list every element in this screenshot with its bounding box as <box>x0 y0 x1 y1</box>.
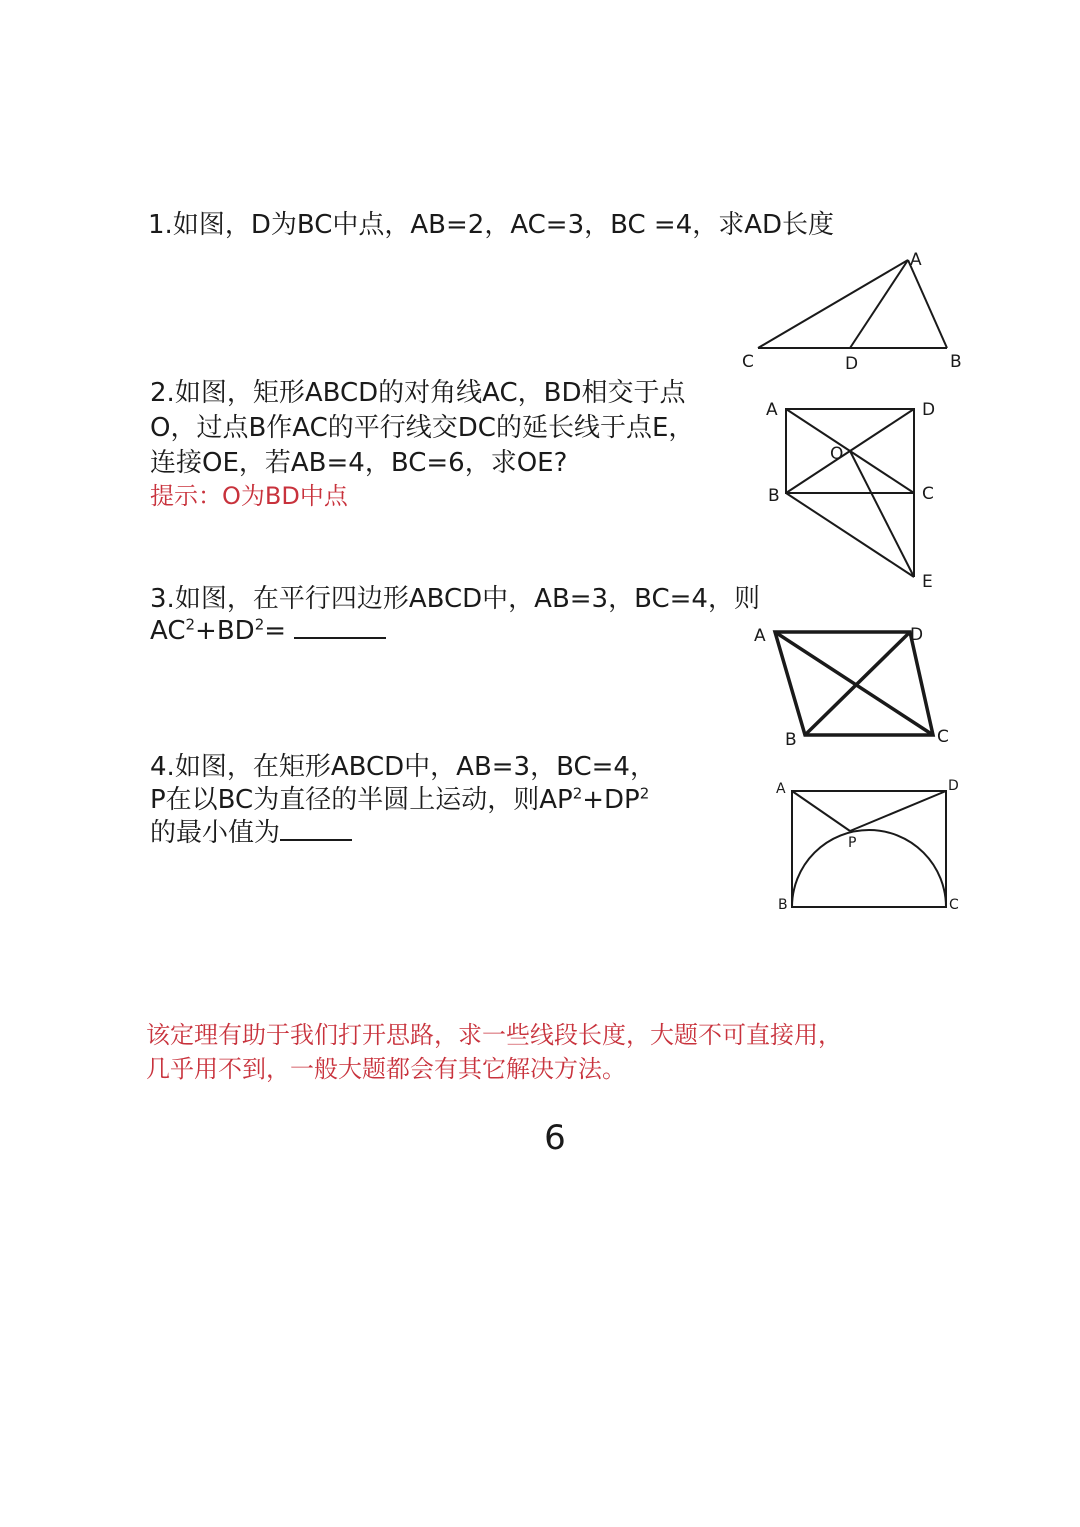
fig3-label-c: C <box>937 727 949 747</box>
fig3-label-d: D <box>910 625 924 645</box>
fig4-label-p: P <box>848 835 857 851</box>
fig4-label-a: A <box>776 781 786 797</box>
problem-1-number: 1. <box>148 210 173 240</box>
problem-4-text-3: 的最小值为 <box>150 818 281 848</box>
problem-1-figure <box>740 245 970 375</box>
fig1-label-a: A <box>910 250 922 270</box>
problem-2-text-1: 如图，矩形ABCD的对角线AC，BD相交于点 <box>174 378 686 408</box>
note-line-1: 该定理有助于我们打开思路，求一些线段长度，大题不可直接用， <box>146 1021 842 1049</box>
problem-2-line-2: O，过点B作AC的平行线交DC的延长线于点E， <box>150 413 695 443</box>
problem-4-sup-1: 2 <box>572 784 583 803</box>
problem-3-number: 3. <box>150 584 175 614</box>
problem-1-line-1: 如图，D为BC中点，AB=2，AC=3，BC =4，求AD长度 <box>172 210 835 240</box>
problem-1-text <box>148 208 834 242</box>
problem-3-sup-2: 2 <box>254 615 265 634</box>
fig2-label-b: B <box>768 486 780 506</box>
fig3-label-a: A <box>754 626 766 646</box>
problem-4-figure <box>770 775 970 915</box>
problem-3-expr-bd: +BD <box>195 616 255 646</box>
problem-3-figure <box>750 620 960 750</box>
fig2-label-e: E <box>922 572 933 592</box>
problem-2-figure <box>760 395 960 595</box>
fig2-label-d: D <box>922 400 936 420</box>
fig2-label-a: A <box>766 400 778 420</box>
fig2-label-o: O <box>830 444 844 464</box>
fig3-label-b: B <box>785 730 797 750</box>
problem-3-line-2 <box>150 614 386 648</box>
problem-3-text-1: 如图，在平行四边形ABCD中，AB=3，BC=4，则 <box>174 584 760 614</box>
problem-4-answer-blank[interactable] <box>280 817 352 841</box>
fig2-label-c: C <box>922 484 934 504</box>
fig1-label-d: D <box>845 354 859 374</box>
fig4-label-d: D <box>948 778 959 794</box>
problem-3-expr-eq: = <box>264 616 287 646</box>
note-line-2: 几乎用不到，一般大题都会有其它解决方法。 <box>146 1055 626 1083</box>
problem-3-line-1 <box>150 582 760 616</box>
problem-2-number: 2. <box>150 378 175 408</box>
problem-4-sup-2: 2 <box>639 784 650 803</box>
problem-4-line-3 <box>150 816 352 850</box>
problem-3-sup-1: 2 <box>185 615 196 634</box>
problem-4-number: 4. <box>150 752 175 782</box>
problem-4-line-1 <box>150 750 656 784</box>
fig4-label-b: B <box>778 897 788 913</box>
fig4-label-c: C <box>949 897 959 913</box>
page-number: 6 <box>544 1118 566 1158</box>
problem-2-line-1 <box>150 376 686 410</box>
problem-2-line-3: 连接OE，若AB=4，BC=6，求OE? <box>150 448 568 478</box>
problem-4-text-2: P在以BC为直径的半圆上运动，则AP <box>150 785 573 815</box>
problem-4-line-2 <box>150 783 649 817</box>
problem-4-expr-dp: +DP <box>582 785 640 815</box>
problem-3-expr-ac: AC <box>150 616 186 646</box>
problem-4-text-1: 如图，在矩形ABCD中，AB=3，BC=4， <box>174 752 656 782</box>
problem-2-hint: 提示：O为BD中点 <box>150 482 348 510</box>
fig1-label-c: C <box>742 352 754 372</box>
fig1-label-b: B <box>950 352 962 372</box>
problem-3-answer-blank[interactable] <box>294 615 386 639</box>
